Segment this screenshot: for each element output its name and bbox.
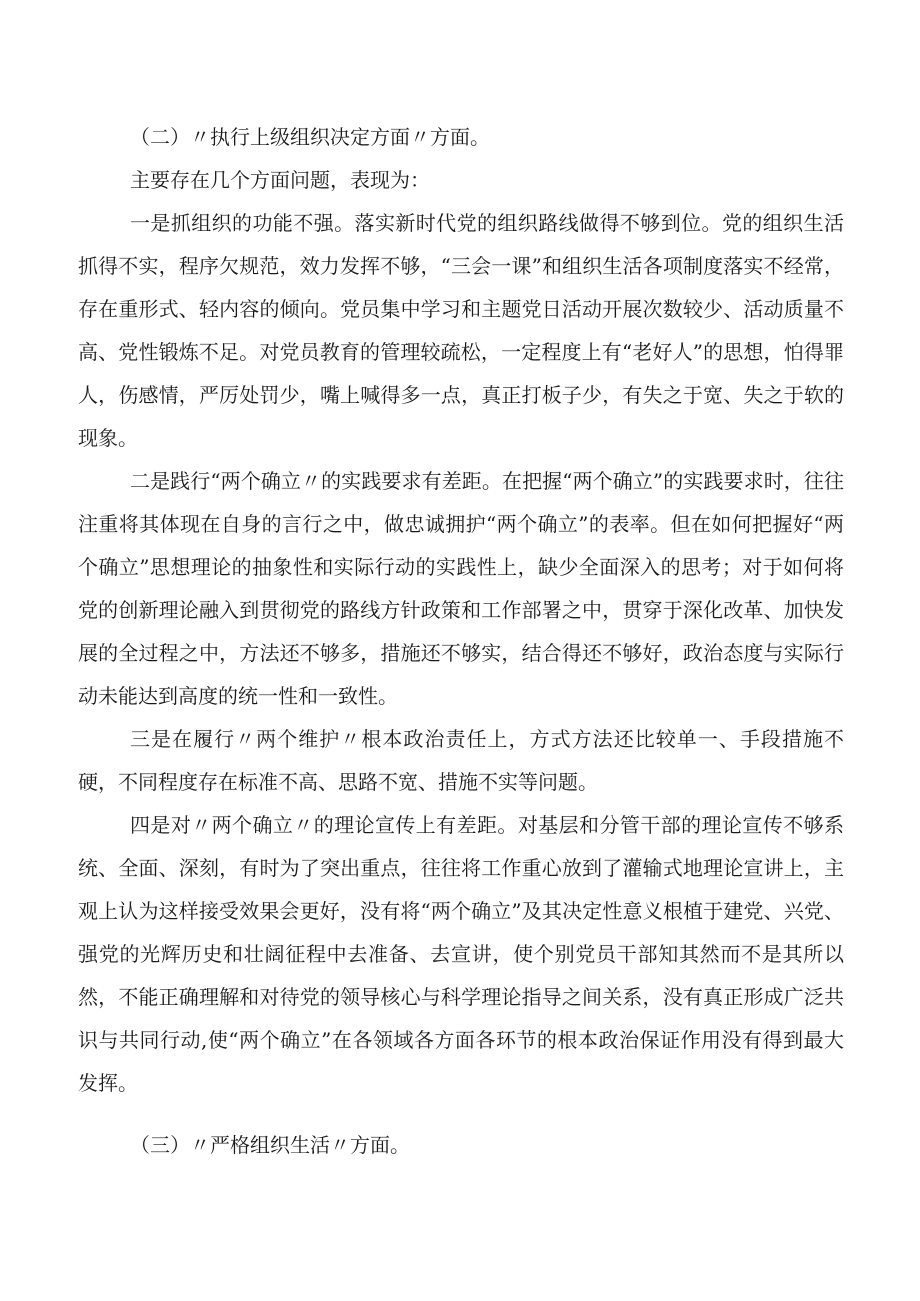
section-heading-2: （二）〃执行上级组织决定方面〃方面。 <box>130 125 490 149</box>
paragraph-1: 一是抓组织的功能不强。落实新时代党的组织路线做得不够到位。党的组织生活抓得不实，程序欠规范，效力发挥不够，“三会一课”和组织生活各项制度落实不经常，存在重形式、轻内容的倾向。党员集中学习和主题党日活动开展次数较少、活动质量不高、党性锻炼不足。对党员教育的管理较疏松，一定程度上有“老好人”的思想，怕得罪人，伤感情，严厉处罚少，嘴上喊得多一点，真正打板子少，有失之于宽、失之于软的现象。 <box>78 211 844 450</box>
intro-line: 主要存在几个方面问题，表现为： <box>130 168 430 192</box>
paragraph-3: 三是在履行〃两个维护〃根本政治责任上，方式方法还比较单一、手段措施不硬，不同程度存在标准不高、思路不宽、措施不实等问题。 <box>78 727 844 794</box>
section-heading-3: （三）〃严格组织生活〃方面。 <box>130 1133 410 1157</box>
paragraph-4: 四是对〃两个确立〃的理论宣传上有差距。对基层和分管干部的理论宣传不够系统、全面、深刻，有时为了突出重点，往往将工作重心放到了灌输式地理论宣讲上，主观上认为这样接受效果会更好，没有将“两个确立”及其决定性意义根植于建党、兴党、强党的光辉历史和壮阔征程中去准备、去宣讲，使个别党员干部知其然而不是其所以然，不能正确理解和对待党的领导核心与科学理论指导之间关系，没有真正形成广泛共识与共同行动,使“两个确立”在各领域各方面各环节的根本政治保证作用没有得到最大发挥。 <box>78 813 844 1095</box>
paragraph-2: 二是践行“两个确立〃的实践要求有差距。在把握“两个确立”的实践要求时，往往注重将其体现在自身的言行之中，做忠诚拥护“两个确立”的表率。但在如何把握好“两个确立”思想理论的抽象性和实际行动的实践性上，缺少全面深入的思考；对于如何将党的创新理论融入到贯彻党的路线方针政策和工作部署之中，贯穿于深化改革、加快发展的全过程之中，方法还不够多，措施还不够实，结合得还不够好，政治态度与实际行动未能达到高度的统一性和一致性。 <box>78 469 844 708</box>
